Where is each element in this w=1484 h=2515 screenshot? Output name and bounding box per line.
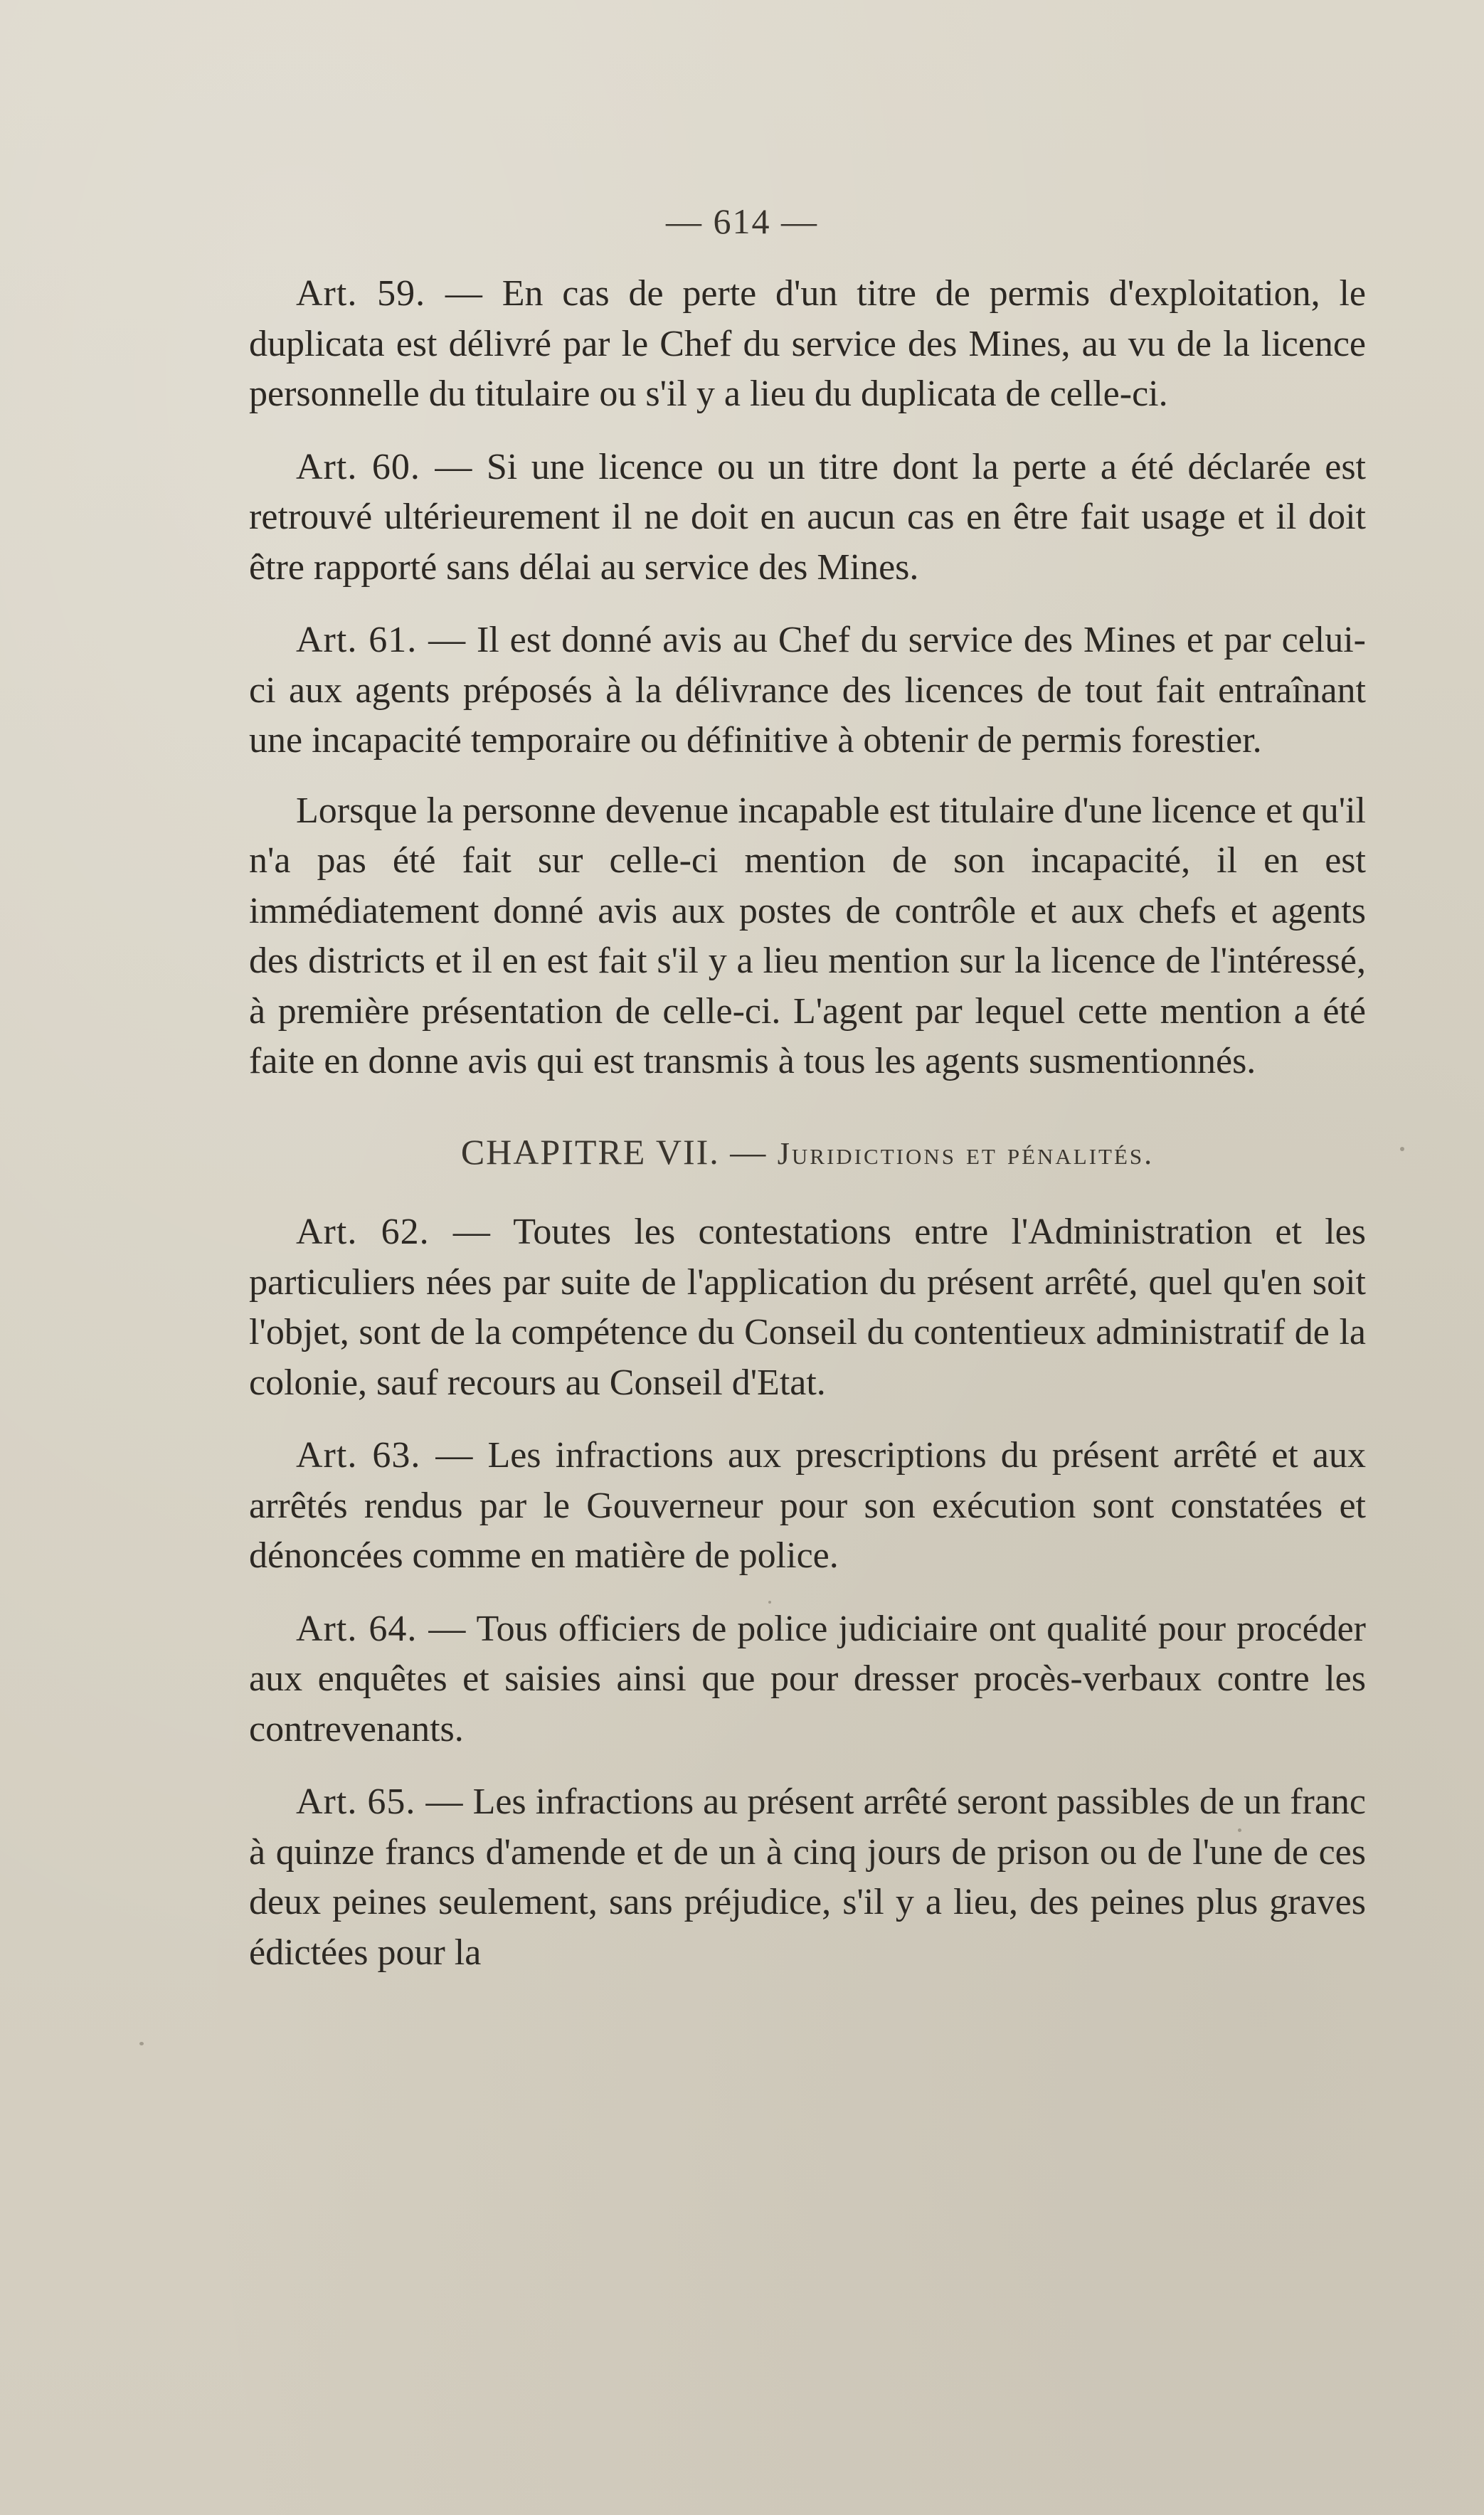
article-61-continuation: Lorsque la personne devenue incapable est titulaire d'une licence et qu'il n'a pas été fait sur celle-ci mention de son incapacité, il en est immédiatement donné avis aux postes de contrôle et aux chefs et agents des districts et il en est fait s'il y a lieu mention sur la licence de l'intéressé, à première présentation de celle-ci. L'agent par lequel cette mention a été faite en donne avis qui est transmis à tous les agents susmentionnés. bbox=[249, 790, 1366, 1081]
article-label: Art. 63. — bbox=[296, 1435, 474, 1476]
paper-speck bbox=[768, 1601, 771, 1604]
chapter-number: CHAPITRE VII. bbox=[460, 1131, 720, 1172]
article-label: Art. 64. — bbox=[296, 1608, 467, 1649]
article-text: En cas de perte d'un titre de permis d'exploitation, le duplicata est délivré par le Chef du service des Mines, au vu de la licence personnelle du titulaire ou s'il y a lieu du duplicata de celle-ci. bbox=[249, 273, 1366, 414]
chapter-title: Juridictions et pénalités. bbox=[777, 1135, 1155, 1171]
article-label: Art. 59. — bbox=[296, 273, 483, 314]
article-text: Si une licence ou un titre dont la perte a été déclarée est retrouvé ultérieurement il ne doit en aucun cas en être fait usage et il doit être rapporté sans délai au service des Mines. bbox=[249, 446, 1367, 588]
article-60 bbox=[249, 443, 1366, 593]
chapter-heading bbox=[249, 1127, 1366, 1180]
article-65 bbox=[249, 1777, 1366, 1978]
page-number: — 614 — bbox=[666, 201, 818, 241]
body-text bbox=[249, 269, 1366, 1978]
article-64 bbox=[249, 1604, 1366, 1755]
paper-speck bbox=[1400, 1147, 1404, 1151]
article-text: Tous officiers de police judiciaire ont qualité pour procéder aux enquêtes et saisies ainsi que pour dresser procès-verbaux contre les contrevenants. bbox=[249, 1608, 1366, 1749]
paper-speck bbox=[139, 2042, 144, 2045]
article-label: Art. 65. — bbox=[296, 1781, 464, 1822]
article-61 bbox=[249, 615, 1366, 766]
article-text: Les infractions au présent arrêté seront passibles de un franc à quinze francs d'amende et de un à cinq jours de prison ou de l'une de ces deux peines seulement, sans préjudice, s'il y a lieu, des peines plus graves édictées pour la bbox=[249, 1781, 1366, 1973]
article-label: Art. 61. — bbox=[296, 620, 467, 660]
article-63 bbox=[249, 1431, 1366, 1582]
article-text: Toutes les contestations entre l'Administration et les particuliers nées par suite de l'application du présent arrêté, quel qu'en soit l'objet, sont de la compétence du Conseil du contentieux administratif de la colonie, sauf recours au Conseil d'Etat. bbox=[249, 1212, 1366, 1403]
article-label: Art. 62. — bbox=[296, 1212, 491, 1252]
chapter-dash: — bbox=[730, 1131, 768, 1172]
article-text: Il est donné avis au Chef du service des Mines et par celui-ci aux agents préposés à la délivrance des licences de tout fait entraînant une incapacité temporaire ou définitive à obtenir de permis forestier. bbox=[249, 620, 1366, 761]
paper-speck bbox=[1238, 1828, 1241, 1832]
article-label: Art. 60. — bbox=[296, 446, 473, 487]
article-62 bbox=[249, 1207, 1366, 1408]
article-59 bbox=[249, 269, 1366, 420]
article-text: Les infractions aux prescriptions du présent arrêté et aux arrêtés rendus par le Gouverneur pour son exécution sont constatées et dénoncées comme en matière de police. bbox=[249, 1435, 1366, 1576]
